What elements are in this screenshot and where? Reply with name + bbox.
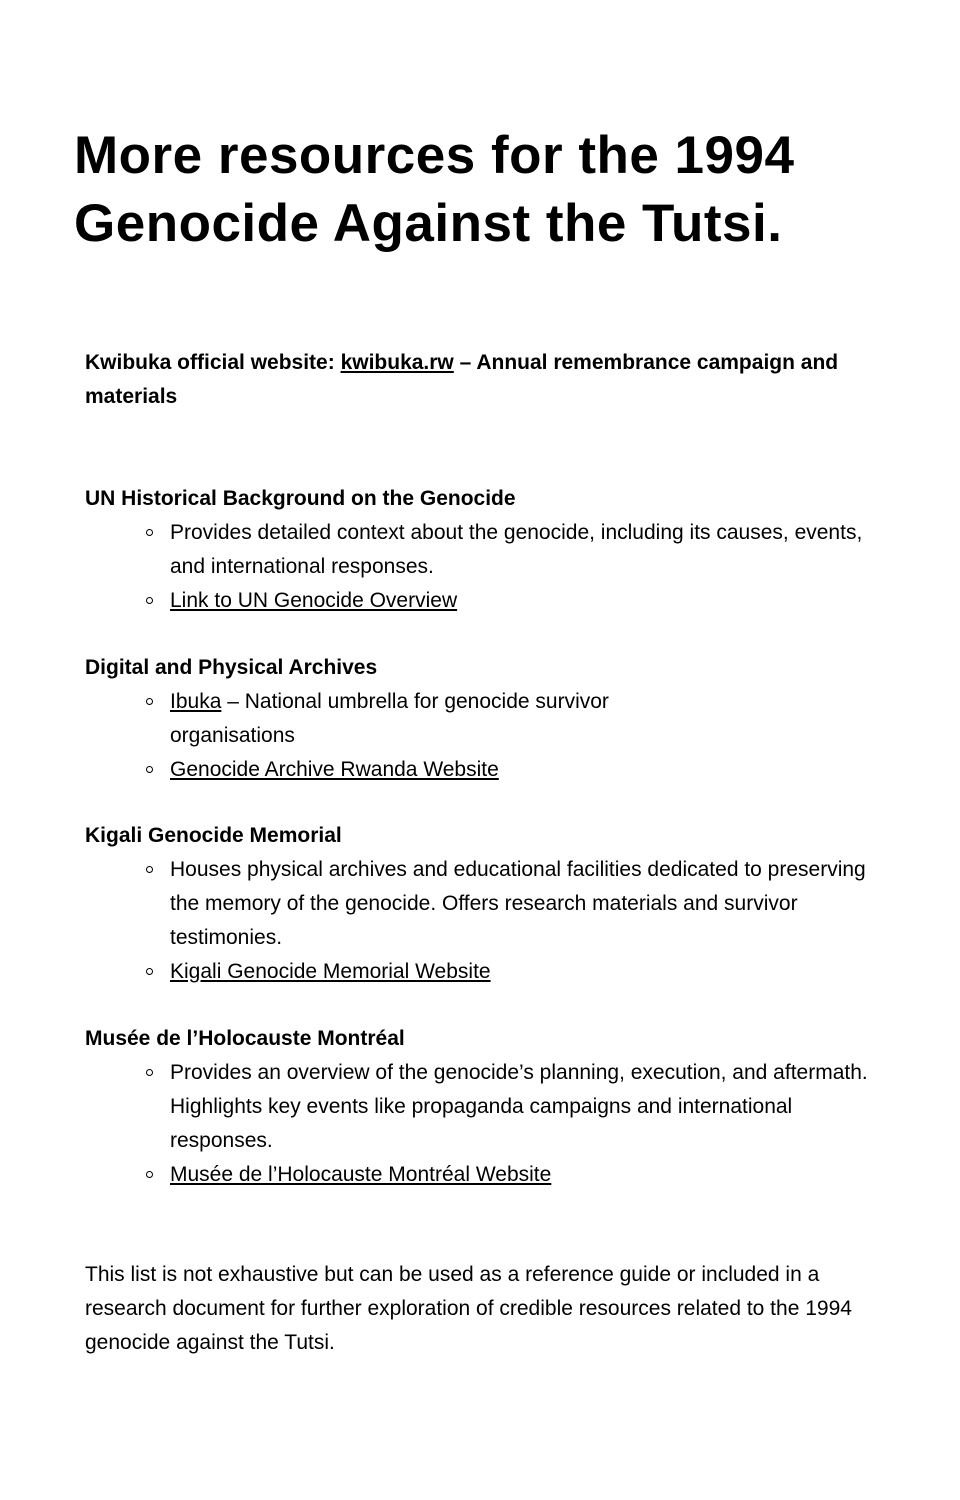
section-archives xyxy=(85,651,875,787)
montreal-museum-link[interactable]: Musée de l’Holocauste Montréal Website xyxy=(170,1163,552,1186)
genocide-archive-link[interactable]: Genocide Archive Rwanda Website xyxy=(170,758,499,781)
title-line: More resources for the 1994 xyxy=(74,126,795,185)
bullet-list xyxy=(85,1056,875,1192)
ibuka-description: – National umbrella for genocide survivor organisations xyxy=(170,690,609,747)
un-overview-link[interactable]: Link to UN Genocide Overview xyxy=(170,589,458,612)
list-item: Houses physical archives and educational facilities dedicated to preserving the memory of the genocide. Offers research materials and survivor testimonies. xyxy=(170,853,875,955)
list-item: Provides an overview of the genocide’s planning, execution, and aftermath. Highlights key events like propaganda campaigns and international responses. xyxy=(170,1056,875,1158)
section-heading: Musée de l’Holocauste Montréal xyxy=(85,1027,405,1050)
title-line: Genocide Against the Tutsi. xyxy=(74,194,783,253)
section-montreal xyxy=(85,1022,875,1192)
section-kigali xyxy=(85,819,875,989)
section-un xyxy=(85,482,875,618)
section-heading: Kigali Genocide Memorial xyxy=(85,824,342,847)
section-heading: UN Historical Background on the Genocide xyxy=(85,487,516,510)
bullet-list xyxy=(85,853,875,989)
bullet-list xyxy=(85,516,875,618)
intro-label: Kwibuka official website: xyxy=(85,351,341,374)
list-item xyxy=(170,685,730,753)
section-heading: Digital and Physical Archives xyxy=(85,656,378,679)
list-item xyxy=(170,1158,875,1192)
intro-rest: – Annual remembrance campaign and materials xyxy=(85,351,839,408)
kwibuka-link[interactable]: kwibuka.rw xyxy=(340,351,454,374)
kigali-memorial-link[interactable]: Kigali Genocide Memorial Website xyxy=(170,960,491,983)
ibuka-link[interactable]: Ibuka xyxy=(170,690,222,713)
list-item: Provides detailed context about the genocide, including its causes, events, and international responses. xyxy=(170,516,875,584)
page-title xyxy=(74,122,904,258)
list-item xyxy=(170,753,875,787)
bullet-list xyxy=(85,685,875,787)
kwibuka-intro xyxy=(85,346,845,414)
closing-paragraph: This list is not exhaustive but can be used as a reference guide or included in a research document for further exploration of credible resources related to the 1994 genocide against the Tutsi. xyxy=(85,1263,852,1354)
list-item xyxy=(170,955,875,989)
list-item xyxy=(170,584,875,618)
